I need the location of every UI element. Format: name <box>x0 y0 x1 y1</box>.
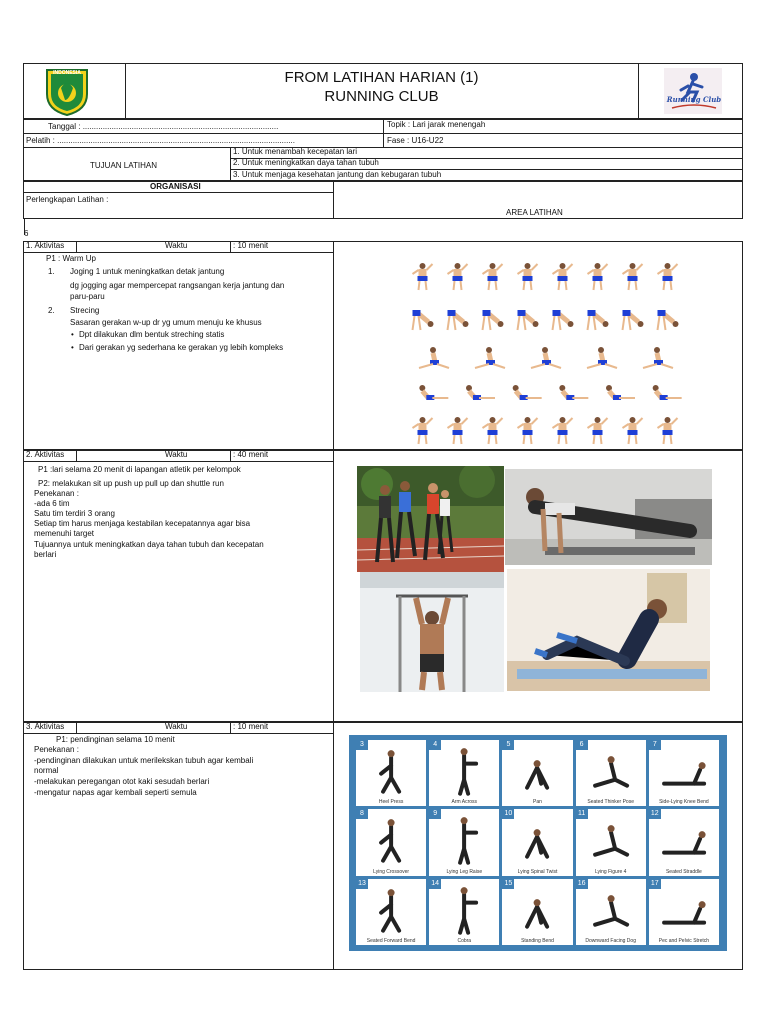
stretch-figure <box>587 347 617 368</box>
cooldown-step-number: 10 <box>502 809 514 819</box>
cooldown-stretch-label: Cobra <box>457 937 472 944</box>
stretch-figure <box>531 347 561 368</box>
stretch-figure <box>623 263 643 290</box>
stretch-figure <box>643 347 673 368</box>
cooldown-stretch-label: Lying Figure 4 <box>594 868 627 875</box>
section-1-p1: P1 : Warm Up <box>46 254 96 263</box>
section-1-header-line <box>23 252 333 253</box>
cooldown-step-number: 8 <box>356 809 368 819</box>
row-line <box>23 147 743 148</box>
cooldown-stretch-label: Standing Bend <box>521 937 554 944</box>
pelatih-field[interactable]: Pelatih : ........................................................................................................... <box>26 136 295 145</box>
bullet-icon: • <box>71 330 74 339</box>
cooldown-stretch-card <box>649 809 719 875</box>
warmup-stretch-illustration <box>405 258 695 448</box>
cooldown-stretch-card <box>576 740 646 806</box>
cooldown-stretch-card <box>576 809 646 875</box>
section-2-aktivitas: 2. Aktivitas <box>26 450 65 459</box>
cooldown-stretch-card <box>649 879 719 945</box>
pushup-photo <box>505 469 712 565</box>
bullet-icon: • <box>71 343 74 352</box>
cooldown-step-number: 3 <box>356 740 368 750</box>
cooldown-figure <box>429 811 499 866</box>
tujuan-item-2: 2. Untuk meningkatkan daya tahan tubuh <box>233 158 379 167</box>
stretch-figure <box>588 310 609 330</box>
section-2-line: P2: melakukan sit up push up pull up dan shuttle run <box>38 479 224 488</box>
stretch-figure <box>483 417 503 444</box>
section-3-waktu-label: Waktu <box>165 722 188 731</box>
stretch-figure <box>553 263 573 290</box>
stretch-figure <box>448 417 468 444</box>
cooldown-stretch-label: Lying Crossover <box>373 868 410 875</box>
cooldown-stretch-label: Seated Straddle <box>665 868 702 875</box>
section-2-penekanan: Setiap tim harus menjaga kestabilan kecepatannya agar bisa <box>34 519 251 528</box>
section-2-penekanan: memenuhi target <box>34 529 95 538</box>
cooldown-step-number: 4 <box>429 740 441 750</box>
situp-photo <box>507 569 710 691</box>
section-1-divider <box>333 241 334 450</box>
section-1-item: Joging 1 untuk meningkatkan detak jantung <box>70 267 225 276</box>
cooldown-stretch-card <box>502 809 572 875</box>
section-1-item: Sasaran gerakan w-up dr yg umum menuju ke khusus <box>70 318 262 327</box>
cooldown-stretch-label: Pan <box>533 799 542 806</box>
stretch-figure <box>483 263 503 290</box>
form-subtitle: RUNNING CLUB <box>324 88 439 105</box>
cooldown-stretch-label: Lying Spinal Twist <box>517 868 558 875</box>
cooldown-stretch-label: Arm Across <box>451 799 478 806</box>
cooldown-step-number: 6 <box>576 740 588 750</box>
section-2-waktu-label: Waktu <box>165 450 188 459</box>
stretch-figure <box>653 385 682 400</box>
stretch-figure <box>518 310 539 330</box>
section-3-penekanan: normal <box>34 766 59 775</box>
stretch-figure <box>513 385 542 400</box>
section-3-aktivitas: 3. Aktivitas <box>26 722 65 731</box>
running-club-logo-text: Running Club <box>666 95 722 104</box>
cooldown-figure <box>502 881 572 936</box>
section-1-item-num: 2. <box>48 306 55 315</box>
section-3-p1: P1: pendinginan selama 10 menit <box>56 735 175 744</box>
cooldown-figure <box>576 742 646 797</box>
organisasi-heading: ORGANISASI <box>150 182 201 191</box>
section-2-penekanan: -ada 6 tim <box>34 499 70 508</box>
stray-character: 6 <box>24 229 29 238</box>
col-line <box>76 722 77 733</box>
stretch-figure <box>553 417 573 444</box>
section-3-divider <box>333 722 334 970</box>
cooldown-stretch-card <box>429 879 499 945</box>
section-1-item: dg jogging agar mempercepat rangsangan kerja jantung dan <box>70 281 285 290</box>
indonesia-logo <box>44 66 90 116</box>
header-divider-right <box>638 63 639 119</box>
cooldown-stretch-label: Heel Press <box>378 799 404 806</box>
stretch-figure <box>419 347 449 368</box>
cooldown-stretch-label: Side-Lying Knee Bend <box>659 799 709 806</box>
cooldown-figure <box>356 742 426 797</box>
cooldown-step-number: 11 <box>576 809 588 819</box>
cooldown-figure <box>429 881 499 936</box>
col-line <box>230 450 231 461</box>
stretch-figure <box>413 417 433 444</box>
cooldown-step-number: 5 <box>502 740 514 750</box>
stretch-figure <box>623 417 643 444</box>
cooldown-stretch-card <box>649 740 719 806</box>
section-2-penekanan: Penekanan : <box>34 489 79 498</box>
section-3-penekanan: -pendinginan dilakukan untuk merilekskan tubuh agar kembali <box>34 756 254 765</box>
form-title: FROM LATIHAN HARIAN (1) <box>284 69 479 86</box>
stretch-figure <box>559 385 588 400</box>
section-1-item: paru-paru <box>70 292 105 301</box>
cooldown-step-number: 7 <box>649 740 661 750</box>
cooldown-step-number: 14 <box>429 879 441 889</box>
stretch-figure <box>658 263 678 290</box>
stretch-figure <box>419 385 448 400</box>
section-2-divider <box>333 450 334 722</box>
section-2-penekanan: Satu tim terdiri 3 orang <box>34 509 115 518</box>
indonesia-logo-text: INDONESIA <box>53 70 81 76</box>
col-line <box>230 147 231 181</box>
tanggal-field[interactable]: Tanggal : ........................................................................................ <box>48 122 279 131</box>
col-line <box>76 450 77 461</box>
section-1-bullet: Dpt dilakukan dlm bentuk streching statis <box>79 330 225 339</box>
cooldown-figure <box>576 881 646 936</box>
stretch-figure <box>475 347 505 368</box>
section-2-penekanan: berlari <box>34 550 57 559</box>
section-1-item-num: 1. <box>48 267 55 276</box>
cooldown-step-number: 13 <box>356 879 368 889</box>
cooldown-stretch-card <box>429 740 499 806</box>
cooldown-figure <box>356 811 426 866</box>
cooldown-stretch-label: Seated Thinker Pose <box>587 799 634 806</box>
cooldown-figure <box>356 881 426 936</box>
section-3-penekanan: -melakukan peregangan otot kaki sesudah berlari <box>34 777 210 786</box>
stretch-figure <box>606 385 635 400</box>
stretch-figure <box>466 385 495 400</box>
col-line <box>230 722 231 733</box>
section-2-line: P1 :lari selama 20 menit di lapangan atletik per kelompok <box>38 465 241 474</box>
section-3-waktu: : 10 menit <box>233 722 269 731</box>
tujuan-item-1: 1. Untuk menambah kecepatan lari <box>233 147 358 156</box>
stretch-figure <box>553 310 574 330</box>
cooldown-step-number: 9 <box>429 809 441 819</box>
stretch-figure <box>623 310 644 330</box>
cooldown-figure <box>649 881 719 936</box>
section-1-waktu: : 10 menit <box>233 241 269 250</box>
cooldown-figure <box>502 742 572 797</box>
organisasi-divider <box>333 181 334 219</box>
area-latihan-heading: AREA LATIHAN <box>506 208 563 217</box>
runners-photo <box>357 466 504 572</box>
tujuan-item-3: 3. Untuk menjaga kesehatan jantung dan kebugaran tubuh <box>233 170 442 179</box>
cooldown-stretch-label: Pec and Pelvic Stretch <box>658 937 710 944</box>
cooldown-stretch-card <box>502 740 572 806</box>
section-2-penekanan: Tujuannya untuk meningkatkan daya tahan tubuh dan kecepatan <box>34 540 264 549</box>
cooldown-step-number: 17 <box>649 879 661 889</box>
stretch-figure <box>518 417 538 444</box>
tujuan-label: TUJUAN LATIHAN <box>90 161 157 170</box>
cooldown-figure <box>649 742 719 797</box>
section-3-penekanan: -mengatur napas agar kembali seperti semula <box>34 788 197 797</box>
stretch-figure <box>518 263 538 290</box>
fase-field: Fase : U16-U22 <box>387 136 444 145</box>
section-3-penekanan: Penekanan : <box>34 745 79 754</box>
col-line <box>230 241 231 252</box>
cooldown-stretch-card <box>429 809 499 875</box>
cooldown-stretch-card <box>502 879 572 945</box>
stretch-figure <box>658 310 679 330</box>
stretch-figure <box>658 417 678 444</box>
running-club-logo <box>664 68 722 114</box>
stretch-figure <box>588 417 608 444</box>
stretch-figure <box>413 263 433 290</box>
topik-field: Topik : Lari jarak menengah <box>387 120 486 129</box>
section-3-header-line <box>23 733 333 734</box>
stretch-figure <box>448 310 469 330</box>
cooldown-stretch-card <box>356 740 426 806</box>
section-1-waktu-label: Waktu <box>165 241 188 250</box>
organisasi-box <box>23 181 743 219</box>
cooldown-stretch-label: Seated Forward Bend <box>366 937 416 944</box>
cooldown-stretch-label: Downward Facing Dog <box>585 937 636 944</box>
col-line <box>76 241 77 252</box>
section-1-bullet: Dari gerakan yg sederhana ke gerakan yg lebih kompleks <box>79 343 284 352</box>
cooldown-figure <box>502 811 572 866</box>
section-2-header-line <box>23 461 333 462</box>
cooldown-figure <box>649 811 719 866</box>
cooldown-step-number: 16 <box>576 879 588 889</box>
cooldown-stretch-card <box>576 879 646 945</box>
cooldown-figure <box>429 742 499 797</box>
cooldown-stretch-card <box>356 809 426 875</box>
cooldown-step-number: 12 <box>649 809 661 819</box>
col-line <box>383 119 384 147</box>
section-1-aktivitas: 1. Aktivitas <box>26 241 65 250</box>
stretch-figure <box>413 310 434 330</box>
stretch-figure <box>448 263 468 290</box>
perlengkapan-field[interactable]: Perlengkapan Latihan : <box>26 195 109 204</box>
cooldown-figure <box>576 811 646 866</box>
cooldown-stretch-label: Lying Leg Raise <box>446 868 483 875</box>
cooldown-stretch-chart <box>349 735 727 951</box>
stretch-figure <box>588 263 608 290</box>
section-1-item: Strecing <box>70 306 100 315</box>
stretch-figure <box>483 310 504 330</box>
cooldown-step-number: 15 <box>502 879 514 889</box>
cooldown-stretch-card <box>356 879 426 945</box>
pullup-photo <box>360 572 504 692</box>
section-2-waktu: : 40 menit <box>233 450 269 459</box>
organisasi-line <box>23 192 333 193</box>
